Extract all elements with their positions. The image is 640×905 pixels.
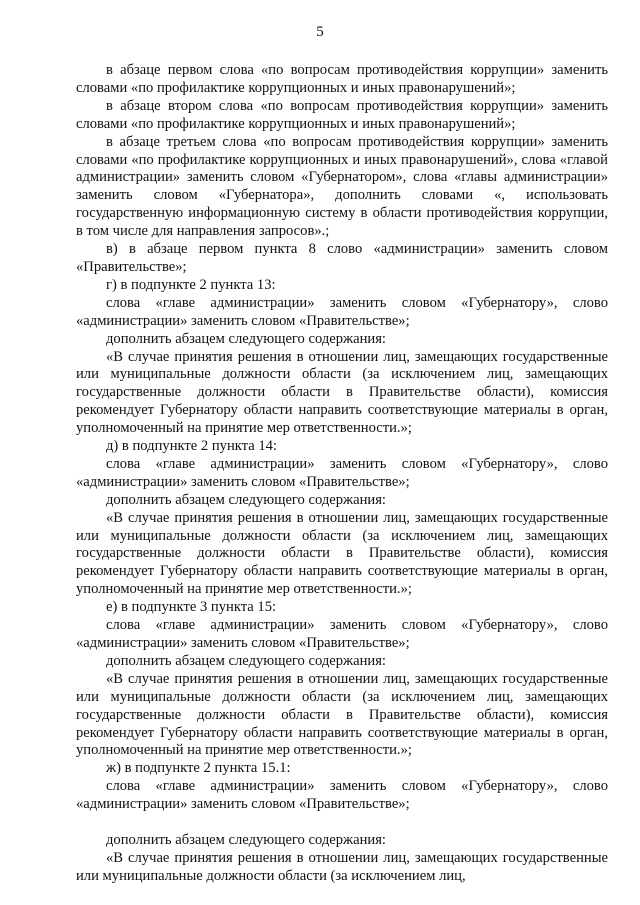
paragraph-2: в абзаце втором слова «по вопросам противодействия коррупции» заменить словами «по профилактике коррупционных и иных правонарушений»; xyxy=(76,97,608,132)
paragraph-17: ж) в подпункте 2 пункта 15.1: xyxy=(106,760,291,777)
paragraph-19: дополнить абзацем следующего содержания: xyxy=(106,831,386,848)
paragraph-7: дополнить абзацем следующего содержания: xyxy=(106,330,386,347)
paragraph-20: «В случае принятия решения в отношении лиц, замещающих государственные или муниципальные должности области (за исключением лиц, xyxy=(76,849,608,884)
paragraph-18: слова «главе администрации» заменить словом «Губернатору», слово «администрации» заменить словом «Правительстве»; xyxy=(76,778,608,813)
paragraph-11: дополнить абзацем следующего содержания: xyxy=(106,491,386,508)
paragraph-5: г) в подпункте 2 пункта 13: xyxy=(106,276,276,293)
paragraph-13: е) в подпункте 3 пункта 15: xyxy=(106,599,277,616)
document-body xyxy=(76,62,608,886)
paragraph-15: дополнить абзацем следующего содержания: xyxy=(106,652,386,669)
paragraph-12: «В случае принятия решения в отношении лиц, замещающих государственные или муниципальные должности области (за исключением лиц, замещающих государственные должности области в Правительстве области), комиссия рекомендует Губернатору области направить соответствующие материалы в орган, уполномоченный на принятие мер ответственности.»; xyxy=(76,509,608,598)
paragraph-4: в) в абзаце первом пункта 8 слово «администрации» заменить словом «Правительстве»; xyxy=(76,241,608,275)
page-number: 5 xyxy=(316,24,324,40)
paragraph-8: «В случае принятия решения в отношении лиц, замещающих государственные или муниципальные должности области (за исключением лиц, замещающих государственные должности области в Правительстве области), комиссия рекомендует Губернатору области направить соответствующие материалы в орган, уполномоченный на принятие мер ответственности.»; xyxy=(76,348,608,437)
paragraph-6: слова «главе администрации» заменить словом «Губернатору», слово «администрации» заменить словом «Правительстве»; xyxy=(76,294,608,329)
paragraph-9: д) в подпункте 2 пункта 14: xyxy=(106,438,277,455)
paragraph-16: «В случае принятия решения в отношении лиц, замещающих государственные или муниципальные должности области (за исключением лиц, замещающих государственные должности области в Правительстве области), комиссия рекомендует Губернатору области направить соответствующие материалы в орган, уполномоченный на принятие мер ответственности.»; xyxy=(76,670,608,759)
paragraph-10: слова «главе администрации» заменить словом «Губернатору», слово «администрации» заменить словом «Правительстве»; xyxy=(76,455,608,490)
paragraph-3: в абзаце третьем слова «по вопросам противодействия коррупции» заменить словами «по профилактике коррупционных и иных правонарушений», слова «главой администрации» заменить словом «Губернатором», слова «главы администрации» заменить словом «Губернатора», дополнить словами «, использовать государственную информационную систему в области противодействия коррупции, в том числе для направления запросов».; xyxy=(76,133,608,240)
paragraph-14: слова «главе администрации» заменить словом «Губернатору», слово «администрации» заменить словом «Правительстве»; xyxy=(76,617,608,651)
paragraph-1: в абзаце первом слова «по вопросам противодействия коррупции» заменить словами «по профилактике коррупционных и иных правонарушений»; xyxy=(76,62,608,96)
